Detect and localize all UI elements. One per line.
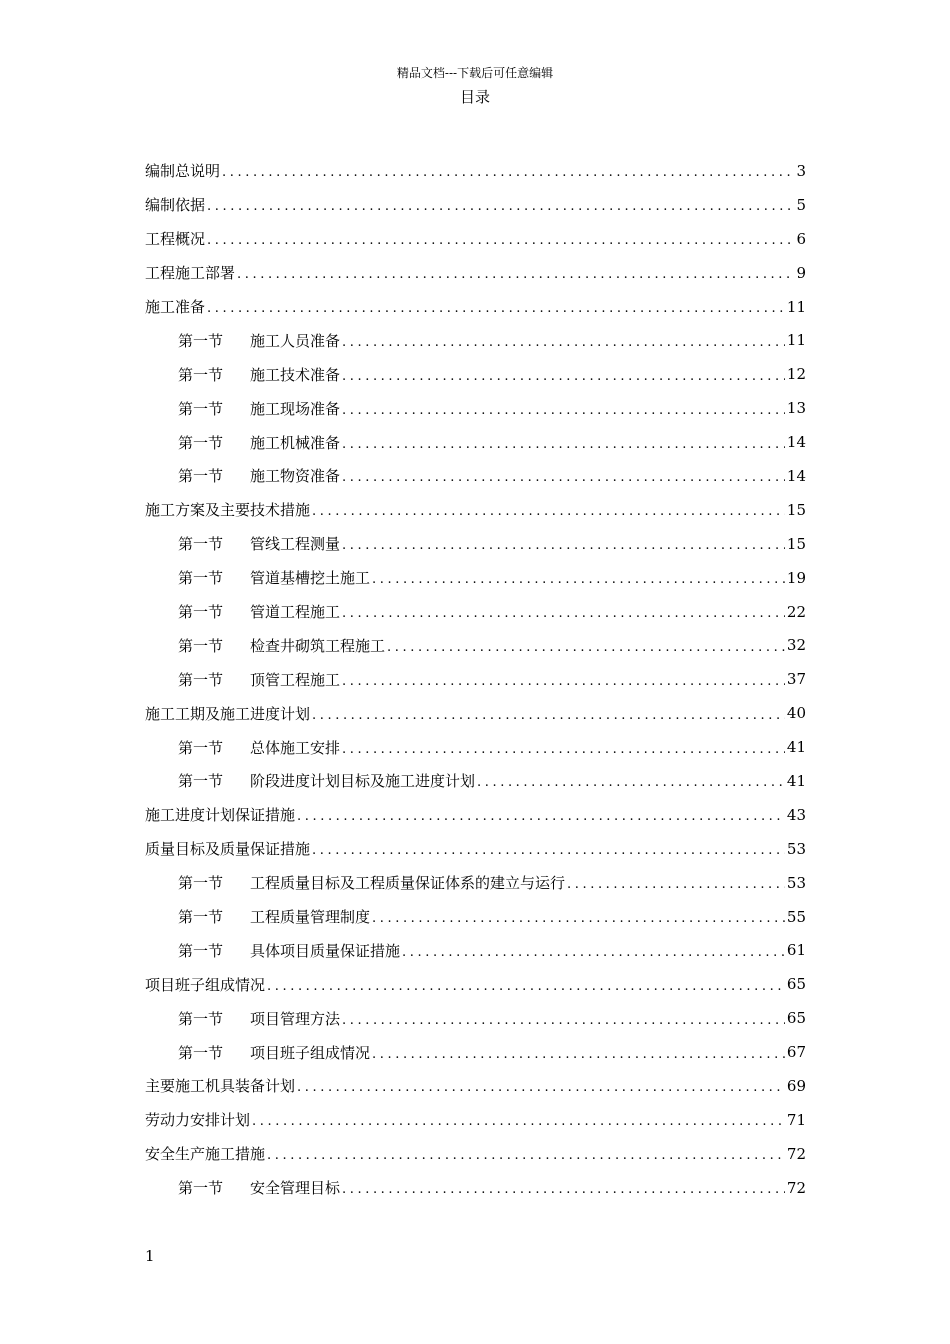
dot-leader bbox=[567, 878, 785, 891]
dot-leader bbox=[312, 709, 785, 722]
toc-entry-label: 施工技术准备 bbox=[250, 365, 341, 384]
toc-subentry[interactable] bbox=[145, 900, 806, 934]
toc-section-number: 第一节 bbox=[178, 1043, 224, 1062]
toc-subentry[interactable] bbox=[145, 730, 806, 764]
toc-entry-label: 施工进度计划保证措施 bbox=[145, 806, 296, 825]
dot-leader bbox=[342, 675, 785, 688]
toc-page-number: 22 bbox=[786, 602, 806, 621]
toc-section-number: 第一节 bbox=[178, 433, 224, 452]
dot-leader bbox=[342, 370, 785, 383]
table-of-contents bbox=[145, 154, 806, 1205]
toc-subentry[interactable] bbox=[145, 764, 806, 798]
dot-leader bbox=[342, 471, 785, 484]
toc-page-number: 65 bbox=[786, 1009, 806, 1028]
toc-section-number: 第一节 bbox=[178, 670, 224, 689]
dot-leader bbox=[342, 1014, 785, 1027]
toc-page-number: 3 bbox=[796, 161, 806, 180]
toc-page-number: 12 bbox=[786, 365, 806, 384]
toc-entry[interactable] bbox=[145, 188, 806, 222]
toc-page-number: 32 bbox=[786, 636, 806, 655]
toc-entry-label: 施工工期及施工进度计划 bbox=[145, 704, 311, 723]
toc-page-number: 65 bbox=[786, 975, 806, 994]
toc-page-number: 14 bbox=[786, 466, 806, 485]
toc-subentry[interactable] bbox=[145, 391, 806, 425]
toc-entry-label: 管线工程测量 bbox=[250, 535, 341, 554]
dot-leader bbox=[342, 404, 785, 417]
dot-leader bbox=[207, 302, 785, 315]
toc-entry-label: 施工物资准备 bbox=[250, 467, 341, 486]
toc-entry-label: 施工方案及主要技术措施 bbox=[145, 501, 311, 520]
dot-leader bbox=[312, 505, 785, 518]
toc-entry[interactable] bbox=[145, 290, 806, 324]
dot-leader bbox=[252, 1115, 785, 1128]
dot-leader bbox=[297, 810, 785, 823]
toc-section-number: 第一节 bbox=[178, 569, 224, 588]
toc-subentry[interactable] bbox=[145, 933, 806, 967]
dot-leader bbox=[267, 1149, 785, 1162]
dot-leader bbox=[237, 268, 794, 281]
toc-subentry[interactable] bbox=[145, 1171, 806, 1205]
toc-entry-label: 质量目标及质量保证措施 bbox=[145, 840, 311, 859]
toc-subentry[interactable] bbox=[145, 866, 806, 900]
toc-entry-label: 主要施工机具装备计划 bbox=[145, 1077, 296, 1096]
toc-page-number: 72 bbox=[786, 1178, 806, 1197]
toc-section-number: 第一节 bbox=[178, 331, 224, 350]
toc-entry-label: 工程质量管理制度 bbox=[250, 908, 371, 927]
page-number: 1 bbox=[145, 1247, 155, 1265]
dot-leader bbox=[387, 641, 785, 654]
dot-leader bbox=[297, 1081, 785, 1094]
toc-section-number: 第一节 bbox=[178, 365, 224, 384]
toc-entry-label: 安全生产施工措施 bbox=[145, 1145, 266, 1164]
toc-entry-label: 工程概况 bbox=[145, 230, 206, 249]
toc-entry[interactable] bbox=[145, 256, 806, 290]
toc-entry-label: 检查井砌筑工程施工 bbox=[250, 636, 386, 655]
toc-section-number: 第一节 bbox=[178, 603, 224, 622]
dot-leader bbox=[342, 438, 785, 451]
dot-leader bbox=[342, 539, 785, 552]
toc-section-number: 第一节 bbox=[178, 399, 224, 418]
toc-page-number: 15 bbox=[786, 500, 806, 519]
toc-entry-label: 管道基槽挖土施工 bbox=[250, 569, 371, 588]
toc-page-number: 5 bbox=[796, 195, 806, 214]
toc-entry[interactable] bbox=[145, 1137, 806, 1171]
dot-leader bbox=[222, 166, 794, 179]
toc-page-number: 41 bbox=[786, 771, 806, 790]
toc-subentry[interactable] bbox=[145, 527, 806, 561]
toc-section-number: 第一节 bbox=[178, 636, 224, 655]
toc-page-number: 40 bbox=[786, 704, 806, 723]
toc-entry-label: 项目班子组成情况 bbox=[250, 1043, 371, 1062]
toc-entry[interactable] bbox=[145, 798, 806, 832]
toc-section-number: 第一节 bbox=[178, 874, 224, 893]
toc-subentry[interactable] bbox=[145, 1035, 806, 1069]
toc-entry[interactable] bbox=[145, 696, 806, 730]
toc-subentry[interactable] bbox=[145, 425, 806, 459]
toc-page-number: 41 bbox=[786, 738, 806, 757]
toc-page-number: 37 bbox=[786, 670, 806, 689]
toc-entry[interactable] bbox=[145, 154, 806, 188]
toc-page-number: 55 bbox=[786, 907, 806, 926]
toc-entry[interactable] bbox=[145, 832, 806, 866]
toc-page-number: 72 bbox=[786, 1144, 806, 1163]
toc-entry-label: 劳动力安排计划 bbox=[145, 1111, 251, 1130]
dot-leader bbox=[342, 607, 785, 620]
dot-leader bbox=[207, 200, 794, 213]
toc-page-number: 53 bbox=[786, 873, 806, 892]
toc-section-number: 第一节 bbox=[178, 738, 224, 757]
toc-page-number: 11 bbox=[786, 297, 806, 316]
toc-entry-label: 施工现场准备 bbox=[250, 399, 341, 418]
dot-leader bbox=[342, 743, 785, 756]
toc-section-number: 第一节 bbox=[178, 1179, 224, 1198]
toc-subentry[interactable] bbox=[145, 628, 806, 662]
toc-entry-label: 管道工程施工 bbox=[250, 603, 341, 622]
toc-page-number: 43 bbox=[786, 805, 806, 824]
dot-leader bbox=[267, 980, 785, 993]
toc-page-number: 13 bbox=[786, 399, 806, 418]
toc-entry[interactable] bbox=[145, 967, 806, 1001]
toc-section-number: 第一节 bbox=[178, 467, 224, 486]
dot-leader bbox=[372, 1048, 785, 1061]
toc-page-number: 14 bbox=[786, 433, 806, 452]
toc-page-number: 61 bbox=[786, 941, 806, 960]
dot-leader bbox=[312, 844, 785, 857]
toc-subentry[interactable] bbox=[145, 357, 806, 391]
dot-leader bbox=[342, 336, 785, 349]
toc-subentry[interactable] bbox=[145, 561, 806, 595]
toc-entry-label: 安全管理目标 bbox=[250, 1179, 341, 1198]
toc-page-number: 6 bbox=[796, 229, 806, 248]
toc-entry-label: 施工机械准备 bbox=[250, 433, 341, 452]
toc-entry[interactable] bbox=[145, 1103, 806, 1137]
toc-entry-label: 编制依据 bbox=[145, 196, 206, 215]
toc-section-number: 第一节 bbox=[178, 1009, 224, 1028]
toc-entry[interactable] bbox=[145, 1069, 806, 1103]
toc-page-number: 69 bbox=[786, 1076, 806, 1095]
toc-subentry[interactable] bbox=[145, 662, 806, 696]
toc-subentry[interactable] bbox=[145, 323, 806, 357]
page-header-watermark: 精品文档---下载后可任意编辑 bbox=[396, 66, 554, 80]
dot-leader bbox=[477, 776, 785, 789]
toc-subentry[interactable] bbox=[145, 1001, 806, 1035]
toc-entry-label: 项目管理方法 bbox=[250, 1009, 341, 1028]
toc-section-number: 第一节 bbox=[178, 941, 224, 960]
dot-leader bbox=[402, 946, 785, 959]
toc-page-number: 53 bbox=[786, 839, 806, 858]
toc-entry[interactable] bbox=[145, 222, 806, 256]
toc-entry-label: 顶管工程施工 bbox=[250, 670, 341, 689]
toc-entry-label: 施工准备 bbox=[145, 298, 206, 316]
toc-entry-label: 项目班子组成情况 bbox=[145, 975, 266, 994]
toc-section-number: 第一节 bbox=[178, 908, 224, 927]
dot-leader bbox=[207, 234, 794, 247]
toc-page-number: 71 bbox=[786, 1110, 806, 1129]
toc-entry[interactable] bbox=[145, 493, 806, 527]
toc-page-number: 15 bbox=[786, 534, 806, 553]
toc-entry-label: 工程质量目标及工程质量保证体系的建立与运行 bbox=[250, 874, 566, 893]
toc-entry-label: 阶段进度计划目标及施工进度计划 bbox=[250, 772, 476, 791]
toc-entry-label: 总体施工安排 bbox=[250, 738, 341, 757]
toc-entry-label: 施工人员准备 bbox=[250, 331, 341, 350]
dot-leader bbox=[372, 912, 785, 925]
toc-page-number: 67 bbox=[786, 1043, 806, 1062]
toc-page-number: 11 bbox=[786, 331, 806, 350]
toc-page-number: 9 bbox=[796, 263, 806, 282]
page-title: 目录 bbox=[459, 88, 490, 106]
toc-section-number: 第一节 bbox=[178, 772, 224, 791]
toc-entry-label: 编制总说明 bbox=[145, 162, 221, 181]
toc-subentry[interactable] bbox=[145, 459, 806, 493]
toc-entry-label: 工程施工部署 bbox=[145, 264, 236, 283]
dot-leader bbox=[372, 573, 785, 586]
toc-subentry[interactable] bbox=[145, 595, 806, 629]
dot-leader bbox=[342, 1183, 785, 1196]
toc-entry-label: 具体项目质量保证措施 bbox=[250, 941, 401, 960]
toc-page-number: 19 bbox=[786, 568, 806, 587]
toc-section-number: 第一节 bbox=[178, 535, 224, 554]
